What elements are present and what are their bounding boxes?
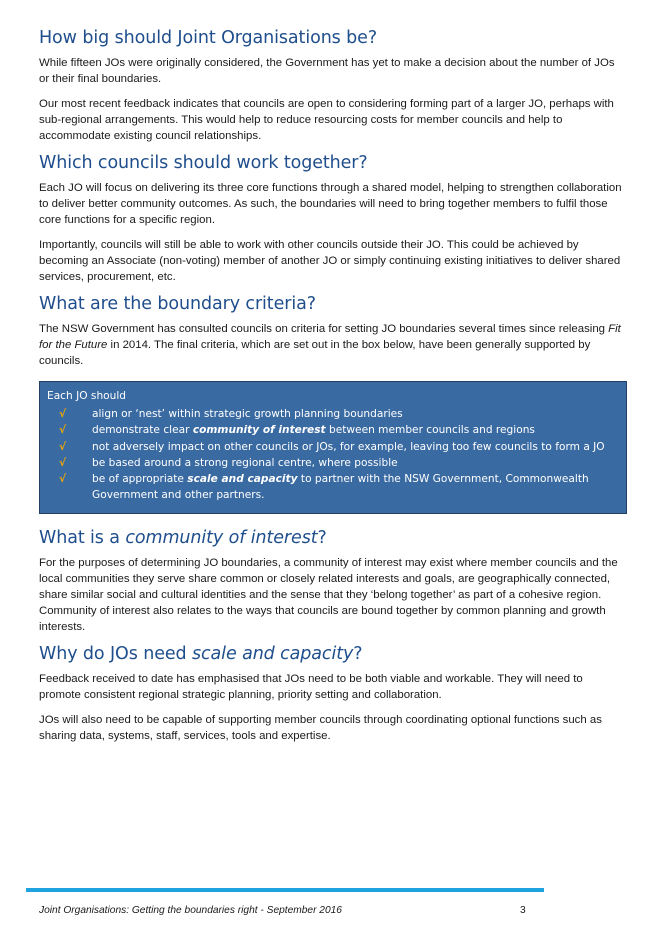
section-heading: What are the boundary criteria? bbox=[39, 294, 316, 314]
section-heading bbox=[39, 644, 627, 664]
criteria-text: align or ‘nest’ within strategic growth planning boundaries bbox=[92, 408, 403, 421]
paragraph: JOs will also need to be capable of supporting member councils through coordinating optional functions such as sharing data, systems, staff, services, tools and expertise. bbox=[39, 714, 602, 743]
heading-emphasis: community of interest bbox=[125, 528, 318, 549]
criteria-text: between member councils and regions bbox=[325, 424, 535, 437]
footer-text: Joint Organisations: Getting the boundaries right - September 2016 bbox=[39, 905, 342, 916]
paragraph: While fifteen JOs were originally considered, the Government has yet to make a decision about the number of JOs or their final boundaries. bbox=[39, 57, 615, 85]
criteria-text: be based around a strong regional centre, where possible bbox=[92, 456, 398, 469]
heading-emphasis: scale and capacity bbox=[192, 644, 354, 665]
criteria-item bbox=[59, 439, 620, 455]
heading-text: ? bbox=[317, 528, 327, 549]
heading-text: What is a bbox=[39, 528, 126, 549]
section-community bbox=[39, 528, 627, 635]
heading-text: Why do JOs need bbox=[39, 644, 193, 665]
section-size bbox=[39, 28, 627, 144]
paragraph: Feedback received to date has emphasised that JOs need to be both viable and workable. They will need to promote consistent regional strategic planning, priority setting and collaboration. bbox=[39, 673, 583, 702]
paragraph bbox=[39, 321, 627, 369]
section-councils bbox=[39, 153, 627, 285]
criteria-list bbox=[47, 406, 620, 503]
check-icon: √ bbox=[59, 456, 67, 469]
criteria-emphasis: scale and capacity bbox=[187, 473, 298, 486]
check-icon: √ bbox=[59, 424, 67, 437]
paragraph: For the purposes of determining JO boundaries, a community of interest may exist where member councils and the local communities they serve share common or closely related interests and goals, are geographically connected, share similar social and cultural identities and the sense that they ‘belong together’ as part of a cohesive region. Community of interest also relates to the ways that councils are bound together by common planning and growth interests. bbox=[39, 557, 618, 634]
criteria-item bbox=[59, 471, 620, 503]
section-heading bbox=[39, 528, 627, 548]
check-icon: √ bbox=[59, 408, 67, 421]
criteria-intro: Each JO should bbox=[47, 390, 127, 402]
paragraph: Importantly, councils will still be able to work with other councils outside their JO. This could be achieved by becoming an Associate (non-voting) member of another JO or simply continuing existing initiatives to deliver shared services, procurement, etc. bbox=[39, 239, 621, 283]
check-icon: √ bbox=[59, 473, 67, 486]
check-icon: √ bbox=[59, 440, 67, 453]
page-footer bbox=[39, 905, 539, 916]
document-page bbox=[39, 28, 627, 753]
section-heading: Which councils should work together? bbox=[39, 153, 368, 173]
criteria-text: not adversely impact on other councils or JOs, for example, leaving too few councils to form a JO bbox=[92, 440, 605, 453]
section-heading: How big should Joint Organisations be? bbox=[39, 28, 378, 48]
criteria-item bbox=[59, 455, 620, 471]
criteria-item bbox=[59, 406, 620, 422]
heading-text: ? bbox=[353, 644, 363, 665]
paragraph: Our most recent feedback indicates that councils are open to considering forming part of a larger JO, perhaps with sub-regional arrangements. This would help to reduce resourcing costs for member councils and help to accommodate existing council relationships. bbox=[39, 98, 614, 142]
criteria-text: to partner with the NSW Government, Commonwealth Government and other partners. bbox=[92, 473, 589, 502]
section-criteria bbox=[39, 294, 627, 514]
criteria-text: be of appropriate bbox=[92, 473, 188, 486]
paragraph: Each JO will focus on delivering its three core functions through a shared model, helping to strengthen collaboration to deliver better community outcomes. As such, the boundaries will need to bring together members to fulfil those core functions for a specific region. bbox=[39, 182, 622, 226]
criteria-item bbox=[59, 422, 620, 438]
publication-title: Fit for the Future bbox=[39, 323, 621, 351]
text-run: in 2014. The final criteria, which are set out in the box below, have been generally supported by councils. bbox=[39, 339, 591, 367]
criteria-box bbox=[39, 381, 627, 514]
text-run: The NSW Government has consulted councils on criteria for setting JO boundaries several times since releasing bbox=[39, 323, 609, 335]
page-number: 3 bbox=[520, 905, 526, 916]
criteria-text: demonstrate clear bbox=[92, 424, 193, 437]
criteria-emphasis: community of interest bbox=[192, 424, 326, 437]
footer-rule bbox=[26, 888, 544, 892]
section-scale bbox=[39, 644, 627, 744]
